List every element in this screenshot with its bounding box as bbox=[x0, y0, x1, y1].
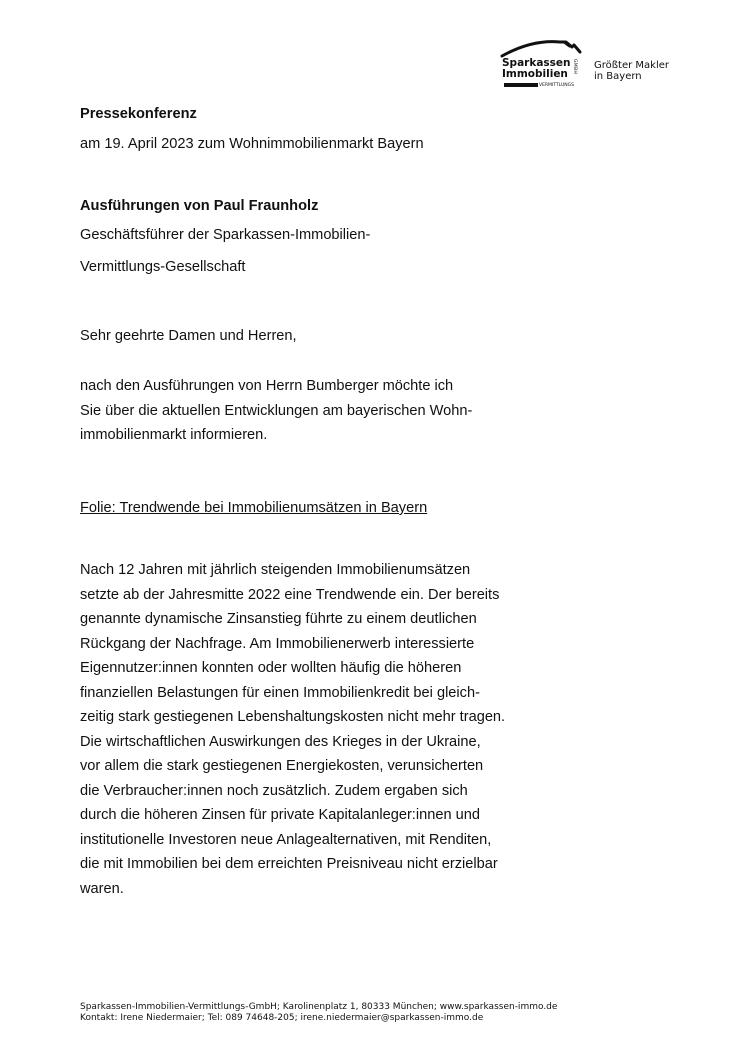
logo-bar bbox=[504, 83, 538, 87]
main-line: finanziellen Belastungen für einen Immobilienkredit bei gleich- bbox=[80, 684, 480, 701]
intro-paragraph bbox=[80, 374, 640, 448]
company-logo bbox=[500, 38, 690, 96]
main-line: Eigennutzer:innen konnten oder wollten häufig die höheren bbox=[80, 660, 462, 676]
main-line: institutionelle Investoren neue Anlagealternativen, mit Renditen, bbox=[80, 831, 492, 848]
logo-wordmark-line2: Immobilien bbox=[502, 68, 568, 80]
main-line: durch die höheren Zinsen für private Kapitalanleger:innen und bbox=[80, 807, 480, 823]
slide-heading: Folie: Trendwende bei Immobilienumsätzen in Bayern bbox=[80, 500, 428, 516]
speaker-role-line1: Geschäftsführer der Sparkassen-Immobilien- bbox=[80, 227, 371, 243]
main-line: Rückgang der Nachfrage. Am Immobilienerwerb interessierte bbox=[80, 635, 475, 652]
page-footer bbox=[80, 1002, 557, 1024]
logo-tagline bbox=[594, 60, 669, 82]
main-line: zeitig stark gestiegenen Lebenshaltungskosten nicht mehr tragen. bbox=[80, 709, 506, 725]
main-line: die Verbraucher:innen noch zusätzlich. Zudem ergaben sich bbox=[80, 782, 468, 799]
logo-wordmark bbox=[502, 58, 571, 80]
intro-line: nach den Ausführungen von Herrn Bumberger möchte ich bbox=[80, 378, 454, 394]
logo-tagline-line2: in Bayern bbox=[594, 71, 642, 82]
main-line: waren. bbox=[80, 880, 124, 897]
main-line: vor allem die stark gestiegenen Energiekosten, verunsicherten bbox=[80, 758, 484, 774]
main-line: genannte dynamische Zinsanstieg führte zu einem deutlichen bbox=[80, 611, 477, 627]
main-paragraph bbox=[80, 558, 640, 901]
main-line: setzte ab der Jahresmitte 2022 eine Trendwende ein. Der bereits bbox=[80, 586, 500, 603]
salutation: Sehr geehrte Damen und Herren, bbox=[80, 328, 297, 344]
footer-address: Sparkassen-Immobilien-Vermittlungs-GmbH; Karolinenplatz 1, 80333 München; www.sparkassen-immo.de bbox=[80, 1002, 558, 1012]
document-subtitle: am 19. April 2023 zum Wohnimmobilienmarkt Bayern bbox=[80, 136, 424, 152]
speaker-title: Ausführungen von Paul Fraunholz bbox=[80, 198, 319, 214]
intro-line: Sie über die aktuellen Entwicklungen am bayerischen Wohn- bbox=[80, 402, 473, 419]
logo-gmbh: GMBH bbox=[572, 59, 577, 75]
document-title: Pressekonferenz bbox=[80, 106, 197, 122]
logo-tagline-line1: Größter Makler bbox=[594, 60, 670, 71]
main-line: Die wirtschaftlichen Auswirkungen des Krieges in der Ukraine, bbox=[80, 733, 481, 750]
main-line: Nach 12 Jahren mit jährlich steigenden Immobilienumsätzen bbox=[80, 562, 471, 578]
intro-line: immobilienmarkt informieren. bbox=[80, 427, 268, 443]
main-line: die mit Immobilien bei dem erreichten Preisniveau nicht erzielbar bbox=[80, 856, 498, 872]
speaker-role-line2: Vermittlungs-Gesellschaft bbox=[80, 259, 246, 275]
logo-wordmark-line1: Sparkassen bbox=[502, 57, 571, 69]
footer-contact: Kontakt: Irene Niedermaier; Tel: 089 74648-205; irene.niedermaier@sparkassen-immo.de bbox=[80, 1013, 484, 1023]
logo-vermittlung: VERMITTLUNGS bbox=[539, 83, 574, 88]
